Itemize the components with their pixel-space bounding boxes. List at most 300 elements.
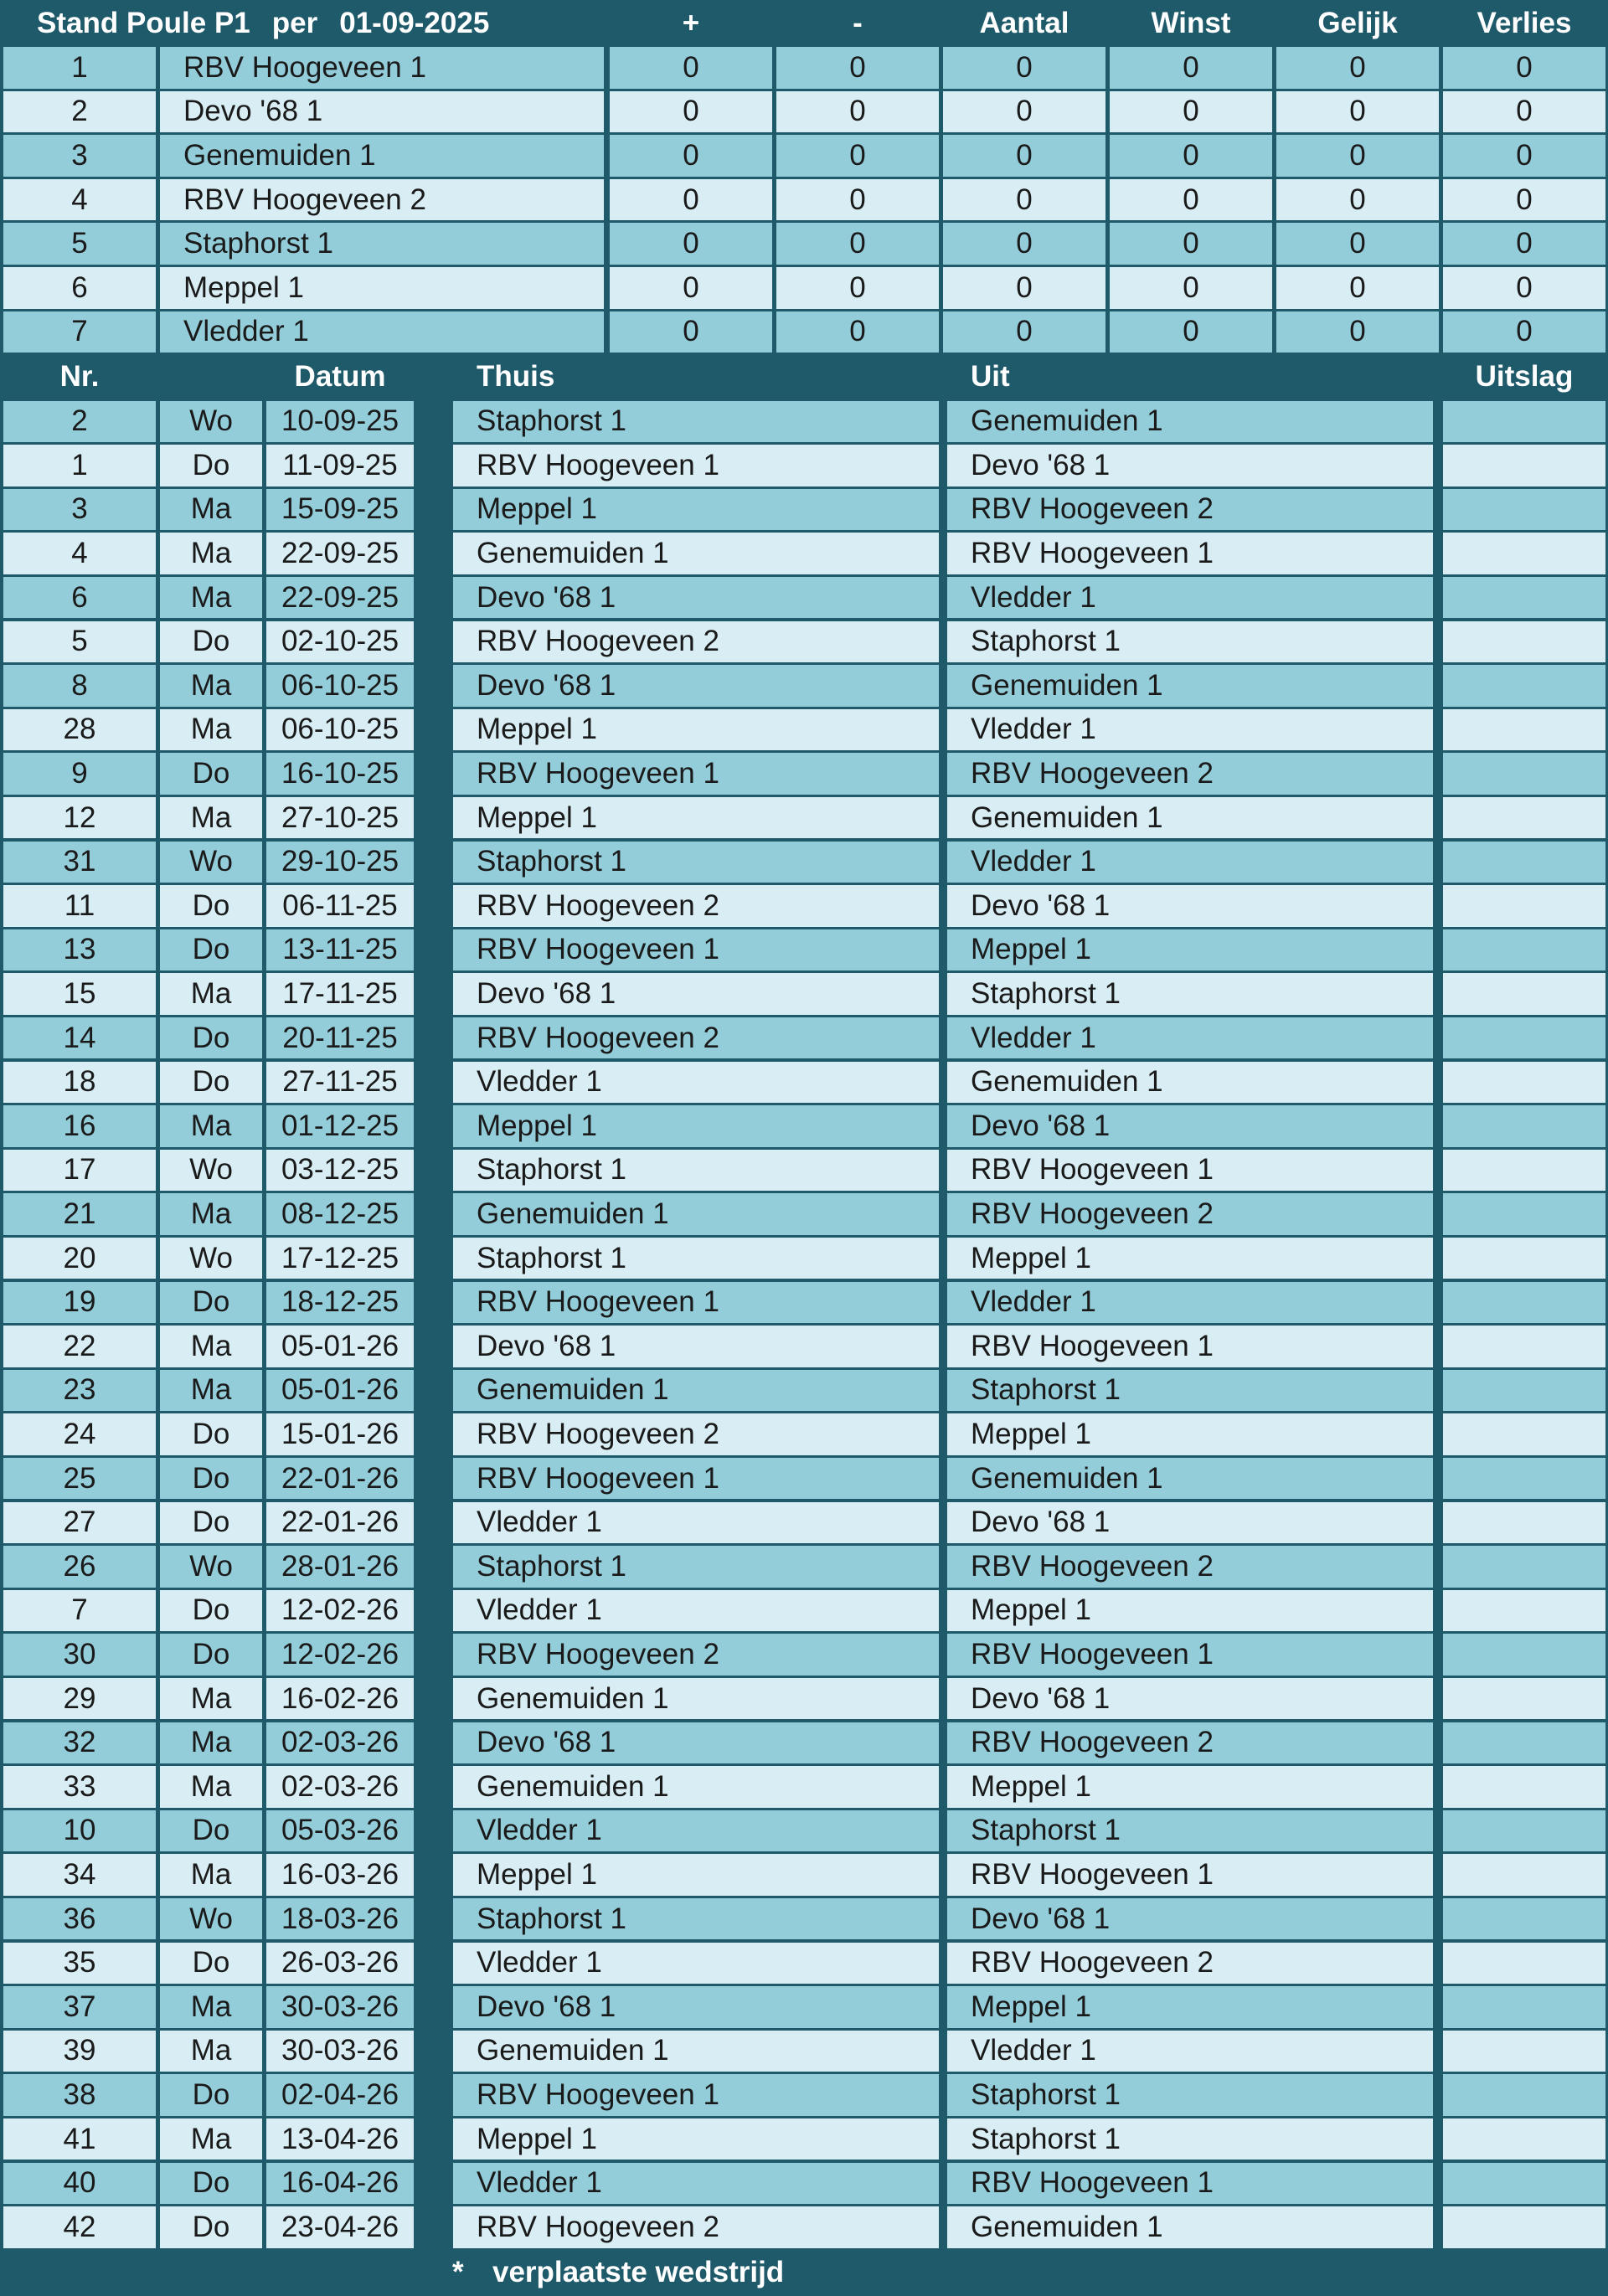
- result-cell: [1443, 1766, 1605, 1808]
- plus-cell: 0: [610, 179, 772, 221]
- day-cell: Ma: [160, 973, 262, 1015]
- day-cell: Ma: [160, 797, 262, 839]
- result-cell: [1443, 401, 1605, 443]
- match-nr-cell: 27: [3, 1502, 156, 1544]
- home-team-cell: Meppel 1: [453, 489, 939, 531]
- home-team-cell: Genemuiden 1: [453, 1193, 939, 1235]
- date-cell: 05-01-26: [266, 1370, 414, 1412]
- standings-row: [0, 222, 1608, 266]
- match-row: [0, 884, 1608, 929]
- minus-cell: 0: [776, 179, 939, 221]
- away-team-cell: Genemuiden 1: [947, 1062, 1433, 1104]
- match-row: [0, 575, 1608, 620]
- away-team-cell: Staphorst 1: [947, 973, 1433, 1015]
- date-cell: 18-03-26: [266, 1898, 414, 1940]
- standings-per-label: per: [271, 7, 318, 40]
- result-cell: [1443, 665, 1605, 707]
- team-cell: Genemuiden 1: [160, 135, 604, 177]
- day-cell: Do: [160, 1502, 262, 1544]
- footer-note-text: verplaatste wedstrijd: [492, 2256, 785, 2288]
- date-cell: 15-09-25: [266, 489, 414, 531]
- match-nr-cell: 10: [3, 1810, 156, 1852]
- home-team-cell: RBV Hoogeveen 2: [453, 1413, 939, 1455]
- minus-cell: 0: [776, 311, 939, 353]
- home-team-cell: Meppel 1: [453, 1105, 939, 1147]
- date-cell: 17-12-25: [266, 1238, 414, 1279]
- date-cell: 22-09-25: [266, 533, 414, 574]
- result-cell: [1443, 1986, 1605, 2028]
- day-cell: Ma: [160, 1326, 262, 1367]
- gelijk-cell: 0: [1276, 47, 1439, 89]
- away-team-cell: Staphorst 1: [947, 2074, 1433, 2116]
- match-row: [0, 1545, 1608, 1589]
- date-cell: 18-12-25: [266, 1282, 414, 1324]
- away-team-cell: Genemuiden 1: [947, 1458, 1433, 1500]
- match-row: [0, 1765, 1608, 1810]
- match-nr-cell: 34: [3, 1854, 156, 1896]
- date-cell: 16-10-25: [266, 753, 414, 795]
- match-nr-cell: 42: [3, 2206, 156, 2248]
- home-team-cell: RBV Hoogeveen 1: [453, 1458, 939, 1500]
- standings-row: [0, 134, 1608, 178]
- result-cell: [1443, 842, 1605, 883]
- home-team-cell: Devo '68 1: [453, 973, 939, 1015]
- away-team-cell: Genemuiden 1: [947, 401, 1433, 443]
- away-team-cell: Meppel 1: [947, 1986, 1433, 2028]
- home-team-cell: RBV Hoogeveen 1: [453, 753, 939, 795]
- match-nr-cell: 24: [3, 1413, 156, 1455]
- date-cell: 30-03-26: [266, 1986, 414, 2028]
- result-cell: [1443, 1943, 1605, 1985]
- day-cell: Do: [160, 2074, 262, 2116]
- date-cell: 28-01-26: [266, 1546, 414, 1588]
- col-header-winst: Winst: [1151, 7, 1231, 40]
- col-header-nr: Nr.: [59, 360, 100, 394]
- match-row: [0, 532, 1608, 576]
- team-cell: RBV Hoogeveen 1: [160, 47, 604, 89]
- day-cell: Do: [160, 1017, 262, 1059]
- date-cell: 26-03-26: [266, 1943, 414, 1985]
- date-cell: 13-11-25: [266, 929, 414, 971]
- away-team-cell: Staphorst 1: [947, 1370, 1433, 1412]
- match-nr-cell: 15: [3, 973, 156, 1015]
- result-cell: [1443, 885, 1605, 927]
- away-team-cell: Meppel 1: [947, 1590, 1433, 1632]
- date-cell: 06-10-25: [266, 665, 414, 707]
- result-cell: [1443, 1413, 1605, 1455]
- date-cell: 16-03-26: [266, 1854, 414, 1896]
- day-cell: Do: [160, 445, 262, 486]
- away-team-cell: RBV Hoogeveen 1: [947, 2163, 1433, 2205]
- match-nr-cell: 33: [3, 1766, 156, 1808]
- match-nr-cell: 21: [3, 1193, 156, 1235]
- day-cell: Ma: [160, 533, 262, 574]
- away-team-cell: Vledder 1: [947, 842, 1433, 883]
- day-cell: Do: [160, 2163, 262, 2205]
- match-nr-cell: 4: [3, 533, 156, 574]
- date-cell: 30-03-26: [266, 2031, 414, 2072]
- away-team-cell: RBV Hoogeveen 1: [947, 1634, 1433, 1676]
- team-cell: Meppel 1: [160, 267, 604, 309]
- result-cell: [1443, 973, 1605, 1015]
- match-nr-cell: 36: [3, 1898, 156, 1940]
- home-team-cell: Vledder 1: [453, 1590, 939, 1632]
- result-cell: [1443, 1854, 1605, 1896]
- home-team-cell: Staphorst 1: [453, 1546, 939, 1588]
- col-header-thuis: Thuis: [477, 360, 555, 394]
- home-team-cell: RBV Hoogeveen 2: [453, 1634, 939, 1676]
- result-cell: [1443, 1590, 1605, 1632]
- date-cell: 08-12-25: [266, 1193, 414, 1235]
- day-cell: Do: [160, 1634, 262, 1676]
- result-cell: [1443, 2206, 1605, 2248]
- aantal-cell: 0: [943, 135, 1106, 177]
- col-header-plus: +: [682, 7, 700, 40]
- team-cell: Vledder 1: [160, 311, 604, 353]
- footer-marker: *: [452, 2256, 464, 2288]
- match-row: [0, 1192, 1608, 1237]
- match-nr-cell: 18: [3, 1062, 156, 1104]
- winst-cell: 0: [1110, 223, 1272, 265]
- match-row: [0, 1676, 1608, 1721]
- match-nr-cell: 6: [3, 577, 156, 619]
- match-nr-cell: 19: [3, 1282, 156, 1324]
- gelijk-cell: 0: [1276, 223, 1439, 265]
- match-nr-cell: 40: [3, 2163, 156, 2205]
- result-cell: [1443, 577, 1605, 619]
- home-team-cell: RBV Hoogeveen 1: [453, 1282, 939, 1324]
- away-team-cell: Staphorst 1: [947, 1810, 1433, 1852]
- home-team-cell: Vledder 1: [453, 1502, 939, 1544]
- day-cell: Wo: [160, 842, 262, 883]
- match-nr-cell: 1: [3, 445, 156, 486]
- home-team-cell: RBV Hoogeveen 2: [453, 1017, 939, 1059]
- date-cell: 23-04-26: [266, 2206, 414, 2248]
- team-cell: RBV Hoogeveen 2: [160, 179, 604, 221]
- away-team-cell: Devo '68 1: [947, 1678, 1433, 1720]
- result-cell: [1443, 489, 1605, 531]
- result-cell: [1443, 797, 1605, 839]
- date-cell: 27-11-25: [266, 1062, 414, 1104]
- match-row: [0, 1148, 1608, 1192]
- day-cell: Do: [160, 621, 262, 663]
- result-cell: [1443, 2031, 1605, 2072]
- away-team-cell: Devo '68 1: [947, 885, 1433, 927]
- standings-title-area: [37, 2, 490, 46]
- minus-cell: 0: [776, 47, 939, 89]
- day-cell: Ma: [160, 1370, 262, 1412]
- day-cell: Do: [160, 1458, 262, 1500]
- date-cell: 13-04-26: [266, 2118, 414, 2160]
- match-nr-cell: 14: [3, 1017, 156, 1059]
- match-nr-cell: 31: [3, 842, 156, 883]
- match-nr-cell: 9: [3, 753, 156, 795]
- home-team-cell: Devo '68 1: [453, 1986, 939, 2028]
- home-team-cell: Genemuiden 1: [453, 2031, 939, 2072]
- verlies-cell: 0: [1443, 311, 1605, 353]
- home-team-cell: Genemuiden 1: [453, 1678, 939, 1720]
- match-nr-cell: 35: [3, 1943, 156, 1985]
- day-cell: Ma: [160, 665, 262, 707]
- result-cell: [1443, 1810, 1605, 1852]
- match-nr-cell: 8: [3, 665, 156, 707]
- result-cell: [1443, 1678, 1605, 1720]
- day-cell: Ma: [160, 577, 262, 619]
- home-team-cell: Meppel 1: [453, 709, 939, 751]
- date-cell: 22-01-26: [266, 1502, 414, 1544]
- day-cell: Ma: [160, 1678, 262, 1720]
- home-team-cell: RBV Hoogeveen 2: [453, 2206, 939, 2248]
- col-header-uitslag: Uitslag: [1475, 360, 1574, 394]
- day-cell: Ma: [160, 1766, 262, 1808]
- result-cell: [1443, 1898, 1605, 1940]
- date-cell: 15-01-26: [266, 1413, 414, 1455]
- result-cell: [1443, 1282, 1605, 1324]
- day-cell: Do: [160, 929, 262, 971]
- home-team-cell: Genemuiden 1: [453, 1766, 939, 1808]
- date-cell: 11-09-25: [266, 445, 414, 486]
- position-cell: 3: [3, 135, 156, 177]
- away-team-cell: Genemuiden 1: [947, 2206, 1433, 2248]
- position-cell: 4: [3, 179, 156, 221]
- result-cell: [1443, 709, 1605, 751]
- gelijk-cell: 0: [1276, 179, 1439, 221]
- match-row: [0, 1809, 1608, 1853]
- away-team-cell: Staphorst 1: [947, 2118, 1433, 2160]
- home-team-cell: RBV Hoogeveen 1: [453, 2074, 939, 2116]
- day-cell: Ma: [160, 1193, 262, 1235]
- match-row: [0, 1413, 1608, 1457]
- match-row: [0, 928, 1608, 972]
- match-nr-cell: 5: [3, 621, 156, 663]
- standings-row: [0, 266, 1608, 311]
- plus-cell: 0: [610, 223, 772, 265]
- date-cell: 06-10-25: [266, 709, 414, 751]
- match-nr-cell: 13: [3, 929, 156, 971]
- match-nr-cell: 37: [3, 1986, 156, 2028]
- winst-cell: 0: [1110, 91, 1272, 133]
- home-team-cell: Devo '68 1: [453, 1722, 939, 1764]
- match-row: [0, 752, 1608, 796]
- day-cell: Do: [160, 1413, 262, 1455]
- day-cell: Do: [160, 1943, 262, 1985]
- away-team-cell: Devo '68 1: [947, 1898, 1433, 1940]
- team-cell: Devo '68 1: [160, 91, 604, 133]
- winst-cell: 0: [1110, 311, 1272, 353]
- day-cell: Ma: [160, 1986, 262, 2028]
- home-team-cell: Devo '68 1: [453, 665, 939, 707]
- date-cell: 22-09-25: [266, 577, 414, 619]
- result-cell: [1443, 1238, 1605, 1279]
- plus-cell: 0: [610, 267, 772, 309]
- verlies-cell: 0: [1443, 135, 1605, 177]
- day-cell: Do: [160, 1810, 262, 1852]
- day-cell: Ma: [160, 489, 262, 531]
- result-cell: [1443, 1326, 1605, 1367]
- col-header-datum: Datum: [294, 360, 386, 394]
- home-team-cell: Meppel 1: [453, 1854, 939, 1896]
- verlies-cell: 0: [1443, 223, 1605, 265]
- match-row: [0, 2029, 1608, 2073]
- away-team-cell: Meppel 1: [947, 1766, 1433, 1808]
- home-team-cell: Staphorst 1: [453, 842, 939, 883]
- aantal-cell: 0: [943, 267, 1106, 309]
- date-cell: 10-09-25: [266, 401, 414, 443]
- away-team-cell: RBV Hoogeveen 2: [947, 1546, 1433, 1588]
- match-row: [0, 840, 1608, 884]
- minus-cell: 0: [776, 91, 939, 133]
- gelijk-cell: 0: [1276, 267, 1439, 309]
- away-team-cell: Devo '68 1: [947, 1105, 1433, 1147]
- match-nr-cell: 28: [3, 709, 156, 751]
- match-row: [0, 1853, 1608, 1897]
- plus-cell: 0: [610, 91, 772, 133]
- home-team-cell: RBV Hoogeveen 2: [453, 885, 939, 927]
- away-team-cell: RBV Hoogeveen 2: [947, 1722, 1433, 1764]
- match-row: [0, 487, 1608, 532]
- minus-cell: 0: [776, 223, 939, 265]
- match-row: [0, 1897, 1608, 1941]
- standings-header: [0, 2, 1608, 46]
- day-cell: Ma: [160, 709, 262, 751]
- date-cell: 20-11-25: [266, 1017, 414, 1059]
- home-team-cell: Devo '68 1: [453, 1326, 939, 1367]
- aantal-cell: 0: [943, 91, 1106, 133]
- day-cell: Wo: [160, 1898, 262, 1940]
- match-row: [0, 972, 1608, 1017]
- date-cell: 02-03-26: [266, 1722, 414, 1764]
- result-cell: [1443, 2118, 1605, 2160]
- away-team-cell: Devo '68 1: [947, 445, 1433, 486]
- away-team-cell: RBV Hoogeveen 1: [947, 1854, 1433, 1896]
- match-nr-cell: 22: [3, 1326, 156, 1367]
- match-row: [0, 795, 1608, 840]
- standings-row: [0, 310, 1608, 354]
- day-cell: Ma: [160, 1722, 262, 1764]
- day-cell: Wo: [160, 1238, 262, 1279]
- standings-row: [0, 178, 1608, 222]
- gelijk-cell: 0: [1276, 135, 1439, 177]
- date-cell: 05-03-26: [266, 1810, 414, 1852]
- aantal-cell: 0: [943, 47, 1106, 89]
- day-cell: Do: [160, 1590, 262, 1632]
- day-cell: Wo: [160, 1150, 262, 1192]
- result-cell: [1443, 445, 1605, 486]
- minus-cell: 0: [776, 135, 939, 177]
- date-cell: 12-02-26: [266, 1590, 414, 1632]
- match-nr-cell: 17: [3, 1150, 156, 1192]
- day-cell: Wo: [160, 1546, 262, 1588]
- match-nr-cell: 11: [3, 885, 156, 927]
- match-row: [0, 1633, 1608, 1677]
- match-nr-cell: 20: [3, 1238, 156, 1279]
- standings-date: 01-09-2025: [339, 7, 490, 40]
- match-nr-cell: 26: [3, 1546, 156, 1588]
- gelijk-cell: 0: [1276, 91, 1439, 133]
- result-cell: [1443, 1062, 1605, 1104]
- date-cell: 06-11-25: [266, 885, 414, 927]
- position-cell: 6: [3, 267, 156, 309]
- home-team-cell: Staphorst 1: [453, 1150, 939, 1192]
- day-cell: Do: [160, 2206, 262, 2248]
- aantal-cell: 0: [943, 223, 1106, 265]
- result-cell: [1443, 1546, 1605, 1588]
- gelijk-cell: 0: [1276, 311, 1439, 353]
- away-team-cell: Vledder 1: [947, 709, 1433, 751]
- match-row: [0, 664, 1608, 708]
- date-cell: 29-10-25: [266, 842, 414, 883]
- match-row: [0, 1721, 1608, 1765]
- away-team-cell: Vledder 1: [947, 1282, 1433, 1324]
- match-row: [0, 1016, 1608, 1060]
- date-cell: 02-04-26: [266, 2074, 414, 2116]
- away-team-cell: Vledder 1: [947, 577, 1433, 619]
- home-team-cell: Staphorst 1: [453, 1238, 939, 1279]
- date-cell: 16-04-26: [266, 2163, 414, 2205]
- winst-cell: 0: [1110, 267, 1272, 309]
- result-cell: [1443, 929, 1605, 971]
- away-team-cell: Vledder 1: [947, 1017, 1433, 1059]
- plus-cell: 0: [610, 311, 772, 353]
- day-cell: Do: [160, 1062, 262, 1104]
- date-cell: 02-03-26: [266, 1766, 414, 1808]
- match-nr-cell: 16: [3, 1105, 156, 1147]
- home-team-cell: Vledder 1: [453, 1810, 939, 1852]
- match-nr-cell: 38: [3, 2074, 156, 2116]
- match-row: [0, 1280, 1608, 1325]
- away-team-cell: RBV Hoogeveen 2: [947, 1193, 1433, 1235]
- result-cell: [1443, 1722, 1605, 1764]
- result-cell: [1443, 1150, 1605, 1192]
- match-nr-cell: 41: [3, 2118, 156, 2160]
- date-cell: 01-12-25: [266, 1105, 414, 1147]
- result-cell: [1443, 621, 1605, 663]
- match-row: [0, 2206, 1608, 2250]
- home-team-cell: Genemuiden 1: [453, 1370, 939, 1412]
- match-row: [0, 1501, 1608, 1545]
- away-team-cell: RBV Hoogeveen 1: [947, 1150, 1433, 1192]
- day-cell: Ma: [160, 1105, 262, 1147]
- home-team-cell: Staphorst 1: [453, 1898, 939, 1940]
- away-team-cell: RBV Hoogeveen 1: [947, 533, 1433, 574]
- result-cell: [1443, 1105, 1605, 1147]
- result-cell: [1443, 2074, 1605, 2116]
- away-team-cell: Staphorst 1: [947, 621, 1433, 663]
- match-row: [0, 1941, 1608, 1985]
- match-nr-cell: 7: [3, 1590, 156, 1632]
- result-cell: [1443, 1193, 1605, 1235]
- aantal-cell: 0: [943, 179, 1106, 221]
- match-row: [0, 1456, 1608, 1501]
- minus-cell: 0: [776, 267, 939, 309]
- home-team-cell: RBV Hoogeveen 1: [453, 445, 939, 486]
- date-cell: 16-02-26: [266, 1678, 414, 1720]
- away-team-cell: RBV Hoogeveen 1: [947, 1326, 1433, 1367]
- away-team-cell: Meppel 1: [947, 1413, 1433, 1455]
- away-team-cell: Genemuiden 1: [947, 797, 1433, 839]
- home-team-cell: Staphorst 1: [453, 401, 939, 443]
- match-nr-cell: 2: [3, 401, 156, 443]
- verlies-cell: 0: [1443, 91, 1605, 133]
- day-cell: Do: [160, 753, 262, 795]
- away-team-cell: Genemuiden 1: [947, 665, 1433, 707]
- home-team-cell: RBV Hoogeveen 1: [453, 929, 939, 971]
- day-cell: Do: [160, 1282, 262, 1324]
- col-header-verlies: Verlies: [1477, 7, 1572, 40]
- position-cell: 1: [3, 47, 156, 89]
- date-cell: 03-12-25: [266, 1150, 414, 1192]
- home-team-cell: Meppel 1: [453, 797, 939, 839]
